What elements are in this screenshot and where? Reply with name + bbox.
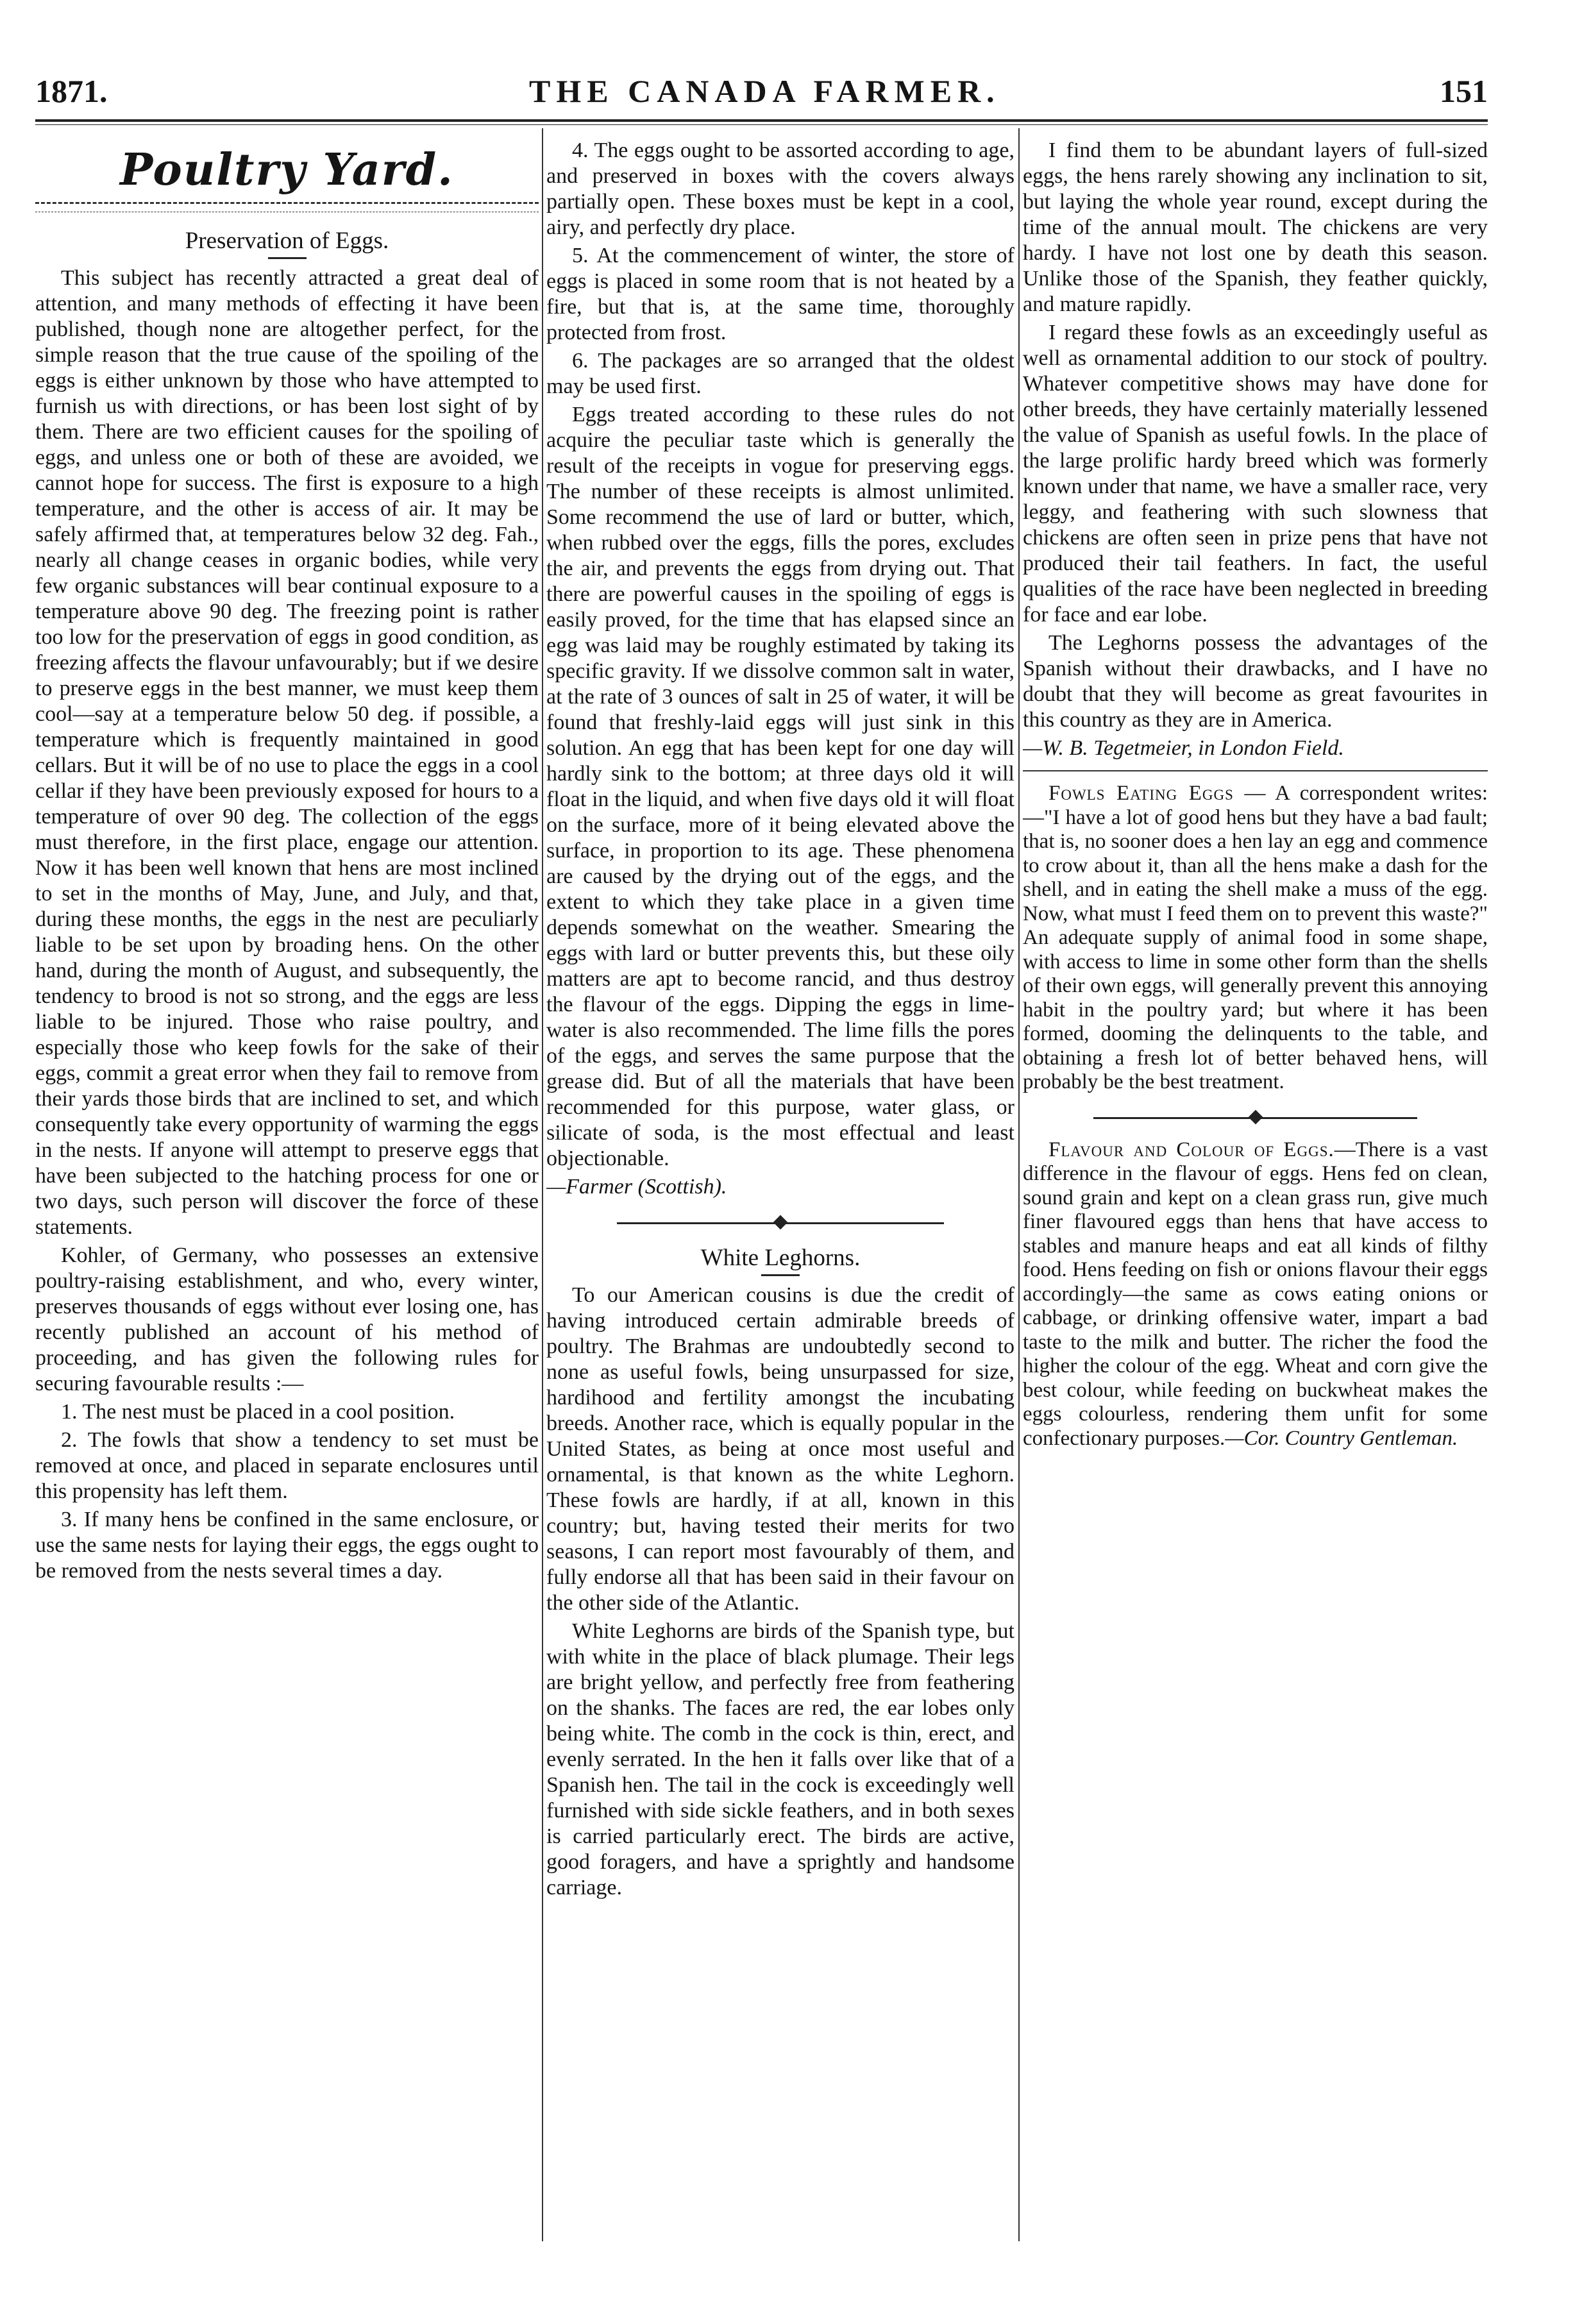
article-paragraph: White Leghorns are birds of the Spanish type, but with white in the place of black plumage. Their legs are bright yellow, and perfectly free from feathering on the shanks. The faces are red, the ear lobes only being white. The comb in the cock is thin, erect, and evenly serrated. In the hen it falls over like that of a Spanish hen. The tail in the cock is exceedingly well furnished with side sickle feathers, and in both sexes is carried particularly erect. The birds are active, good foragers, and have a sprightly and handsome carriage. [546, 1619, 1014, 1899]
article-paragraph: I find them to be abundant layers of full-sized eggs, the hens rarely showing any inclination to sit, but laying the whole year round, except during the time of the annual moult. The chickens are very hardy. I have not lost one by death this season. Unlike those of the Spanish, they feather quickly, and mature rapidly. [1023, 139, 1488, 316]
article-paragraph: Kohler, of Germany, who possesses an extensive poultry-raising establishment, and who, every winter, preserves thousands of eggs without ever losing one, has recently published an account of his method of proceeding, and has given the following rules for securing favourable results :— [35, 1243, 539, 1395]
article-paragraph: I regard these fowls as an exceedingly useful as well as ornamental addition to our stock of poultry. Whatever competitive shows may have done for other breeds, they have certainly materially lessened the value of Spanish as useful fowls. In the place of the large prolific hardy breed which was formerly known under that name, we have a smaller race, very leggy, and feathering with such slowness that chickens are often seen in prize pens that have not produced their tail feathers. In fact, the useful qualities of the race have been neglected in breeding for face and ear lobe. [1023, 321, 1488, 627]
article-fowls-eating [1023, 782, 1488, 1095]
column-3 [1023, 138, 1488, 2244]
column-divider [542, 128, 543, 2241]
section-rule [35, 202, 539, 212]
title-rule [761, 1274, 800, 1276]
article-paragraph: 1. The nest must be placed in a cool position. [61, 1400, 455, 1424]
article-paragraph: Eggs treated according to these rules do not acquire the peculiar taste which is generally the result of the receipts in vogue for preserving eggs. The number of these receipts is almost unlimited. Some recommend the use of lard or butter, which, when rubbed over the eggs, fills the pores, excludes the air, and prevents the eggs from drying out. That there are powerful causes in the spoiling of eggs is easily proved, for the time that has elapsed since an egg was laid may be roughly estimated by taking its specific gravity. If we dissolve common salt in water, at the rate of 3 ounces of salt in 25 of water, it will be found that freshly-laid eggs will just sink in this solution. An egg that has been kept for one day will hardly sink to the bottom; at three days old it will float in the liquid, and when five days old it will float on the surface, more of it being elevated above the surface, in proportion to its age. These phenomena are caused by the drying out of the eggs, and the extent to which they take place in a given time depends somewhat on the weather. Smearing the eggs with lard or butter prevents this, but these oily matters are apt to become rancid, and thus destroy the flavour of the eggs. Dipping the eggs in lime-water is also recommended. The lime fills the pores of the eggs, and serves the same purpose that the grease did. But of all the materials that have been recommended for this purpose, water glass, or silicate of soda, is the most effectual and least objectionable. [546, 403, 1014, 1170]
article-text: — A correspondent writes:—"I have a lot of good hens but they have a bad fault; that is, no sooner does a hen lay an egg and commence to crow about it, than all the hens make a dash for the shell, and in eating the shell make a muss of the egg. Now, what must I feed them on to prevent this waste?" An adequate supply of animal food in some shape, with access to lime in some other form than the shells of their own eggs, will generally prevent this annoying habit in the poultry yard; but where it has been formed, dooming the delinquents to the table, and obtaining a fresh lot of better behaved hens, will probably be the best treatment. [1023, 782, 1488, 1093]
article-text: —There is a vast difference in the flavour of eggs. Hens fed on clean, sound grain and kept on a clean grass run, give much finer flavoured eggs than hens that have access to stables and manure heaps and eat all kinds of filthy food. Hens feeding on fish or onions flavour their eggs accordingly—the same as cows eating onions or cabbage, or drinking offensive water, impart a bad taste to the milk and butter. The richer the food the higher the colour of the egg. Wheat and corn give the best colour, while feeding on buckwheat makes the eggs colourless, rendering them unfit for some confectionary purposes. [1023, 1138, 1488, 1450]
article-title-leghorns: White Leghorns. [700, 1245, 861, 1271]
column-1 [35, 138, 539, 2244]
department-heading: Poultry Yard. [120, 144, 454, 196]
page-number: 151 [1440, 73, 1488, 109]
masthead-rule [35, 119, 1488, 122]
article-signature: —Farmer (Scottish). [546, 1175, 727, 1199]
article-paragraph: 5. At the commencement of winter, the store of eggs is placed in some room that is not heated by a fire, but that is, at the same time, thoroughly protected from frost. [546, 244, 1014, 344]
article-paragraph: The Leghorns possess the advantages of the Spanish without their drawbacks, and I have no doubt that they will become as great favourites in this country as they are in America. [1023, 631, 1488, 732]
masthead-year: 1871. [35, 73, 108, 109]
column-divider [1018, 128, 1020, 2241]
masthead-rule-thin [35, 124, 1488, 125]
title-rule [268, 257, 307, 259]
ornament-rule [617, 1214, 944, 1232]
masthead-title: THE CANADA FARMER. [529, 73, 1000, 109]
article-lead-flavour: Flavour and Colour of Eggs. [1048, 1138, 1334, 1161]
ornament-rule [1093, 1109, 1417, 1127]
article-signature: —Cor. Country Gentleman. [1225, 1426, 1458, 1450]
masthead [35, 72, 1488, 117]
article-title-preservation: Preservation of Eggs. [185, 228, 389, 254]
article-paragraph: To our American cousins is due the credit of having introduced certain admirable breeds of poultry. The Brahmas are undoubtedly second to none as useful fowls, being unsurpassed for size, hardihood and fertility amongst the incubating breeds. Another race, which is equally popular in the United States, as being at once most useful and ornamental, is that known as the white Leghorn. These fowls are hardly, if at all, known in this country; but, having tested their merits for two seasons, I can report most favourably of them, and fully endorse all that has been said in their favour on the other side of the Atlantic. [546, 1283, 1014, 1615]
separator-rule [1023, 770, 1488, 771]
article-paragraph: 6. The packages are so arranged that the oldest may be used first. [546, 349, 1014, 398]
column-2 [546, 138, 1014, 2244]
article-paragraph: 3. If many hens be confined in the same enclosure, or use the same nests for laying their eggs, the eggs ought to be removed from the nests several times a day. [35, 1508, 539, 1583]
article-lead-fowls-eating: Fowls Eating Eggs [1048, 782, 1234, 805]
article-paragraph: 4. The eggs ought to be assorted according to age, and preserved in boxes with the covers always partially open. These boxes must be kept in a cool, airy, and perfectly dry place. [546, 139, 1014, 239]
article-signature: —W. B. Tegetmeier, in London Field. [1023, 736, 1344, 760]
article-paragraph: 2. The fowls that show a tendency to set must be removed at once, and placed in separate enclosures until this propensity has left them. [35, 1428, 539, 1503]
article-paragraph: This subject has recently attracted a great deal of attention, and many methods of effecting it have been published, though none are altogether perfect, for the simple reason that the true cause of the spoiling of the eggs is either unknown by those who have attempted to furnish us with directions, or has been lost sight of by them. There are two efficient causes for the spoiling of eggs, and unless one or both of these are avoided, we cannot hope for success. The first is exposure to a high temperature, and the other is access of air. It may be safely affirmed that, at temperatures below 32 deg. Fah., nearly all change ceases in organic bodies, while very few organic substances will bear continual exposure to a temperature above 90 deg. The freezing point is rather too low for the preservation of eggs in good condition, as freezing affects the flavour unfavourably; but if we desire to preserve eggs in the best manner, we must keep them cool—say at a temperature below 50 deg. if possible, a temperature which is frequently maintained in good cellars. But it will be of no use to place the eggs in a cool cellar if they have been previously exposed for hours to a temperature of over 90 deg. The collection of the eggs must therefore, in the first place, engage our attention. Now it has been well known that hens are most inclined to set in the months of May, June, and July, and that, during these months, the eggs in the nest are peculiarly liable to be set upon by broading hens. On the other hand, during the month of August, and subsequently, the tendency to brood is not so strong, and the eggs are less liable to be injured. Those who raise poultry, and especially those who keep fowls for the sake of their eggs, commit a great error when they fail to remove from their yards those birds that are inclined to set, and which consequently take every opportunity of warming the eggs in the nests. If anyone will attempt to preserve eggs that have been subjected to the hatching process for one or two days, such person will discover the force of these statements. [35, 266, 539, 1239]
article-flavour [1023, 1138, 1488, 1451]
